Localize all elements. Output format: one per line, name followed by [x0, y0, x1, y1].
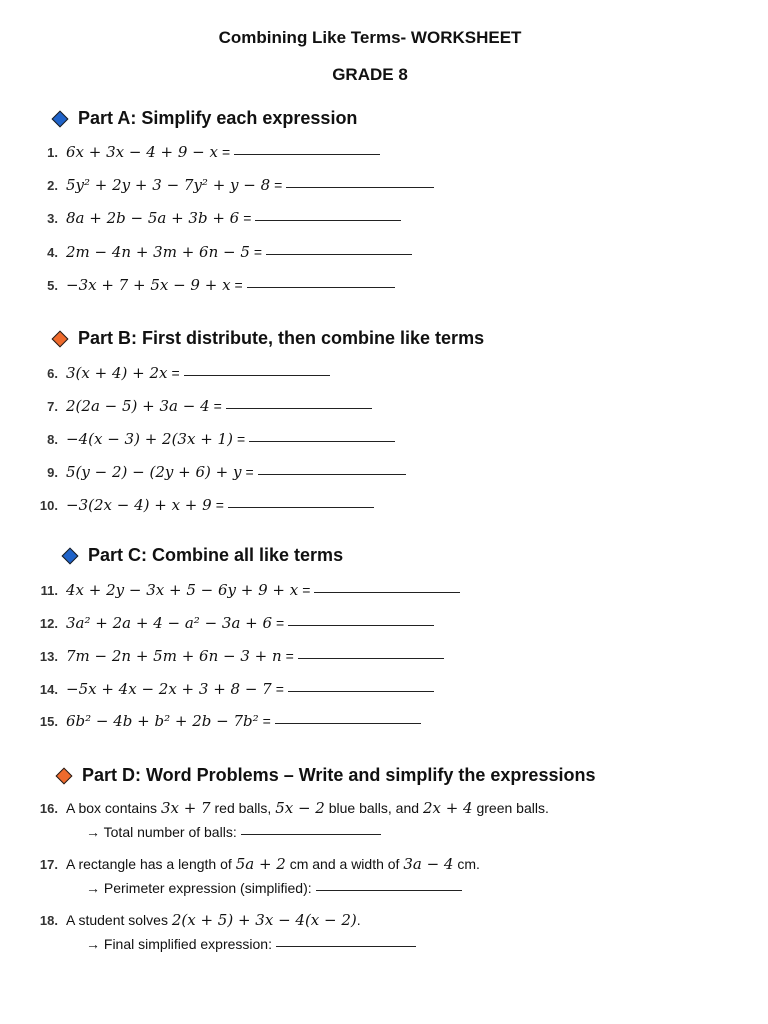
- problem-number: 17.: [39, 857, 58, 872]
- part-b-heading-text: Part B: First distribute, then combine like terms: [78, 328, 485, 348]
- problem-1: [30, 143, 380, 161]
- grade-label: GRADE 8: [332, 65, 408, 84]
- part-d-heading-text: Part D: Word Problems – Write and simplify the expressions: [82, 765, 596, 785]
- part-b-heading: [52, 328, 484, 349]
- problem-text: cm.: [453, 856, 480, 872]
- part-c-heading: [62, 545, 343, 566]
- problem-text: .: [356, 912, 361, 928]
- problem-text: green balls.: [472, 800, 549, 816]
- answer-blank[interactable]: [288, 690, 434, 692]
- problem-text: red balls,: [210, 800, 276, 816]
- equals-sign: =: [236, 431, 246, 447]
- answer-line-16: [86, 824, 381, 840]
- problem-7: [30, 397, 372, 415]
- answer-label: → Perimeter expression (simplified):: [86, 880, 312, 896]
- problem-number: 18.: [39, 913, 58, 928]
- answer-label: → Total number of balls:: [86, 824, 237, 840]
- problem-expression: 6b² − 4b + b² + 2b − 7b²: [66, 712, 259, 730]
- answer-line-17: [86, 880, 462, 896]
- problem-number: 15.: [39, 714, 58, 729]
- equals-sign: =: [253, 244, 263, 260]
- answer-blank[interactable]: [275, 722, 421, 724]
- problem-math: 3a − 4: [403, 855, 454, 873]
- equals-sign: =: [213, 398, 222, 414]
- equals-sign: =: [274, 177, 283, 193]
- answer-blank[interactable]: [247, 286, 395, 288]
- problem-expression: −4(x − 3) + 2(3x + 1): [66, 430, 233, 448]
- answer-blank[interactable]: [241, 833, 381, 835]
- problem-expression: 7m − 2n + 5m + 6n − 3 + n: [66, 647, 282, 665]
- answer-label: → Final simplified expression:: [86, 936, 272, 952]
- problem-number: 12.: [39, 616, 58, 631]
- problem-number: 8.: [47, 432, 58, 447]
- problem-text: A rectangle has a length of: [66, 856, 236, 872]
- problem-11: [30, 581, 460, 599]
- problem-expression: −3x + 7 + 5x − 9 + x: [66, 276, 231, 294]
- problem-14: [30, 680, 434, 698]
- problem-6: [30, 364, 330, 382]
- equals-sign: =: [285, 648, 294, 664]
- problem-9: [30, 463, 406, 481]
- answer-blank[interactable]: [226, 407, 372, 409]
- problem-number: 2.: [47, 178, 58, 193]
- problem-expression: 5(y − 2) − (2y + 6) + y: [66, 463, 242, 481]
- problem-number: 3.: [47, 211, 58, 226]
- problem-13: [30, 647, 444, 665]
- problem-math: 5x − 2: [275, 799, 325, 817]
- problem-2: [30, 176, 434, 194]
- problem-number: 16.: [39, 801, 58, 816]
- answer-blank[interactable]: [276, 945, 416, 947]
- answer-blank[interactable]: [316, 889, 462, 891]
- problem-expression: −5x + 4x − 2x + 3 + 8 − 7: [66, 680, 272, 698]
- equals-sign: =: [302, 582, 311, 598]
- orange-diamond-icon: [56, 767, 73, 784]
- problem-number: 14.: [39, 682, 58, 697]
- problem-number: 1.: [47, 145, 58, 160]
- equals-sign: =: [276, 615, 285, 631]
- equals-sign: =: [262, 713, 271, 729]
- part-a-heading-text: Part A: Simplify each expression: [78, 108, 358, 128]
- word-problem-17: [30, 855, 480, 873]
- problem-3: [30, 209, 401, 227]
- answer-line-18: [86, 936, 416, 952]
- problem-15: [30, 712, 421, 730]
- answer-blank[interactable]: [255, 219, 401, 221]
- problem-number: 11.: [40, 583, 58, 598]
- problem-number: 6.: [47, 366, 58, 381]
- answer-blank[interactable]: [228, 506, 374, 508]
- problem-expression: −3(2x − 4) + x + 9: [66, 496, 212, 514]
- problem-12: [30, 614, 434, 632]
- word-problem-16: [30, 799, 549, 817]
- problem-text: A student solves: [66, 912, 172, 928]
- problem-math: 2(x + 5) + 3x − 4(x − 2): [171, 911, 357, 929]
- part-a-heading: [52, 108, 357, 129]
- problem-expression: 6x + 3x − 4 + 9 − x: [66, 143, 218, 161]
- problem-text: cm and a width of: [285, 856, 404, 872]
- problem-math: 5a + 2: [235, 855, 286, 873]
- orange-diamond-icon: [52, 330, 69, 347]
- answer-blank[interactable]: [258, 473, 406, 475]
- answer-blank[interactable]: [184, 374, 330, 376]
- problem-math: 3x + 7: [160, 799, 211, 817]
- part-c-heading-text: Part C: Combine all like terms: [88, 545, 344, 565]
- worksheet-title: Combining Like Terms- WORKSHEET: [218, 28, 522, 47]
- blue-diamond-icon: [52, 110, 69, 127]
- problem-number: 9.: [47, 465, 58, 480]
- answer-blank[interactable]: [298, 657, 444, 659]
- equals-sign: =: [221, 144, 231, 160]
- problem-expression: 2m − 4n + 3m + 6n − 5: [66, 243, 250, 261]
- part-d-heading: [56, 765, 595, 786]
- problem-expression: 3a² + 2a + 4 − a² − 3a + 6: [66, 614, 273, 632]
- answer-blank[interactable]: [286, 186, 434, 188]
- equals-sign: =: [215, 497, 224, 513]
- problem-10: [30, 496, 374, 514]
- equals-sign: =: [171, 365, 180, 381]
- equals-sign: =: [243, 210, 252, 226]
- problem-number: 5.: [47, 278, 58, 293]
- problem-expression: 5y² + 2y + 3 − 7y² + y − 8: [66, 176, 271, 194]
- answer-blank[interactable]: [314, 591, 460, 593]
- problem-expression: 3(x + 4) + 2x: [66, 364, 168, 382]
- problem-number: 4.: [47, 245, 58, 260]
- problem-expression: 8a + 2b − 5a + 3b + 6: [66, 209, 240, 227]
- problem-text: A box contains: [66, 800, 161, 816]
- problem-expression: 2(2a − 5) + 3a − 4: [66, 397, 210, 415]
- problem-4: [30, 243, 412, 261]
- word-problem-18: [30, 911, 361, 929]
- problem-number: 13.: [39, 649, 58, 664]
- answer-blank[interactable]: [288, 624, 434, 626]
- problem-8: [30, 430, 395, 448]
- equals-sign: =: [245, 464, 254, 480]
- answer-blank[interactable]: [249, 440, 395, 442]
- equals-sign: =: [234, 277, 243, 293]
- problem-number: 7.: [47, 399, 58, 414]
- problem-5: [30, 276, 395, 294]
- problem-math: 2x + 4: [422, 799, 473, 817]
- blue-diamond-icon: [62, 547, 79, 564]
- problem-expression: 4x + 2y − 3x + 5 − 6y + 9 + x: [66, 581, 299, 599]
- answer-blank[interactable]: [266, 253, 412, 255]
- answer-blank[interactable]: [234, 153, 380, 155]
- equals-sign: =: [275, 681, 284, 697]
- problem-number: 10.: [39, 498, 58, 513]
- problem-text: blue balls, and: [324, 800, 423, 816]
